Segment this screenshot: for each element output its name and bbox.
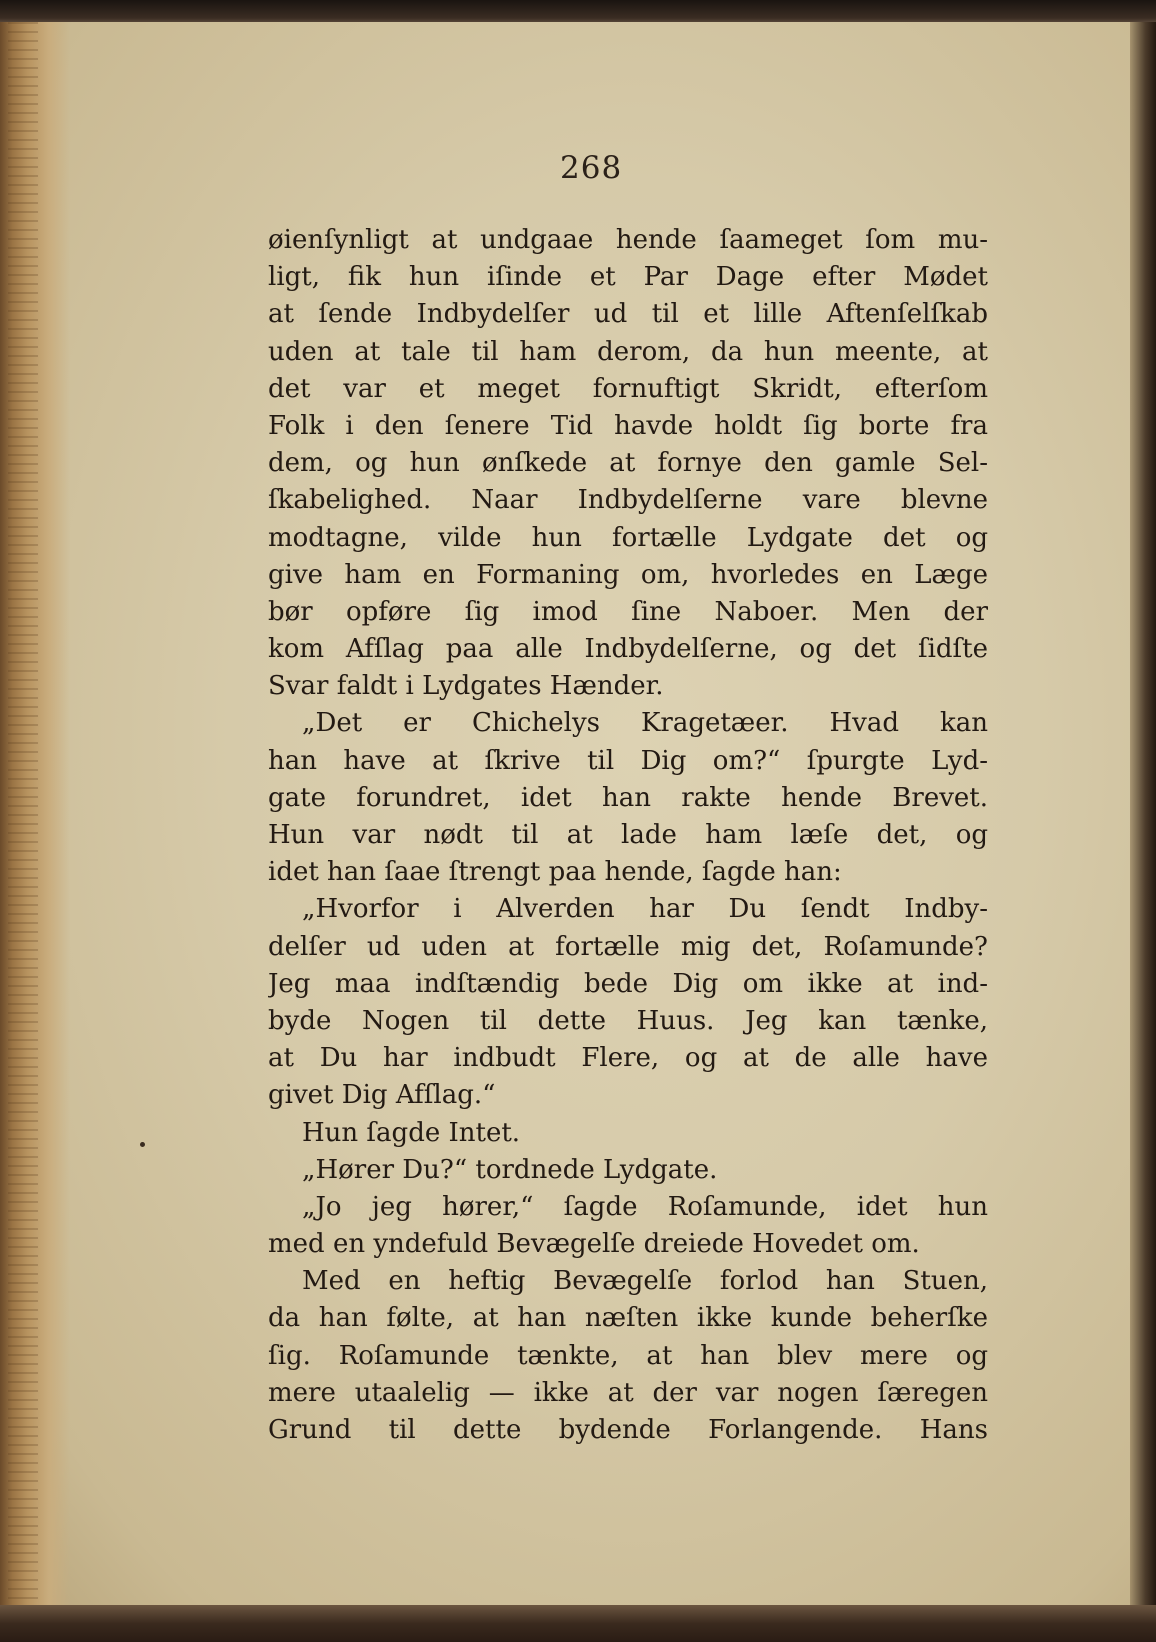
book-gutter	[0, 22, 70, 1612]
text-line: ligt, fik hun iſinde et Par Dage efter Mødet	[268, 262, 988, 293]
text-line: at Du har indbudt Flere, og at de alle have	[268, 1043, 988, 1074]
book-bottom-edge	[0, 1605, 1156, 1642]
text-line: byde Nogen til dette Huus. Jeg kan tænke,	[268, 1005, 988, 1036]
paper-speck	[140, 1142, 145, 1147]
text-line: han have at ſkrive til Dig om?“ ſpurgte Lyd-	[268, 745, 988, 776]
text-line: uden at tale til ham derom, da hun meente, at	[268, 336, 988, 367]
text-line: det var et meget fornuftigt Skridt, efterſom	[268, 373, 988, 404]
text-line: Hun ſagde Intet.	[302, 1117, 521, 1148]
text-line: Jeg maa indſtændig bede Dig om ikke at ind-	[268, 968, 988, 999]
text-line: dem, og hun ønſkede at fornye den gamle Sel-	[268, 448, 988, 479]
text-line: „Hvorfor i Alverden har Du ſendt Indby-	[302, 894, 988, 925]
text-line: „Jo jeg hører,“ ſagde Roſamunde, idet hun	[302, 1191, 988, 1222]
text-line: give ham en Formaning om, hvorledes en Læge	[268, 559, 988, 590]
text-line: gate forundret, idet han rakte hende Brevet.	[268, 782, 988, 813]
page-number: 268	[560, 150, 623, 186]
text-line: „Hører Du?“ tordnede Lydgate.	[302, 1154, 718, 1185]
text-line: med en yndefuld Bevægelſe dreiede Hovedet om.	[268, 1229, 920, 1260]
text-line: mere utaalelig — ikke at der var nogen ſæregen	[268, 1377, 988, 1408]
text-line: da han følte, at han næſten ikke kunde beherſke	[268, 1303, 988, 1334]
text-line: „Det er Chichelys Kragetæer. Hvad kan	[302, 708, 988, 739]
text-line: Hun var nødt til at lade ham læſe det, og	[268, 820, 988, 850]
book-right-edge	[1130, 22, 1156, 1612]
text-line: delſer ud uden at fortælle mig det, Roſamunde?	[268, 931, 988, 962]
text-line: idet han ſaae ſtrengt paa hende, ſagde han:	[268, 857, 842, 888]
text-line: Svar faldt i Lydgates Hænder.	[268, 671, 664, 702]
text-line: givet Dig Afſlag.“	[268, 1080, 496, 1111]
text-line: modtagne, vilde hun fortælle Lydgate det og	[268, 522, 988, 553]
text-line: Med en heftig Bevægelſe forlod han Stuen,	[302, 1266, 988, 1297]
text-line: Folk i den ſenere Tid havde holdt ſig borte fra	[268, 410, 988, 441]
text-line: kom Afſlag paa alle Indbydelſerne, og det ſidſte	[268, 634, 988, 665]
text-line: Grund til dette bydende Forlangende. Hans	[268, 1415, 988, 1445]
text-line: ſkabelighed. Naar Indbydelſerne vare blevne	[268, 485, 988, 516]
text-line: at ſende Indbydelſer ud til et lille Aftenſelſkab	[268, 299, 988, 330]
text-line: øienſynligt at undgaae hende ſaameget ſom mu-	[268, 225, 988, 255]
text-line: ſig. Roſamunde tænkte, at han blev mere og	[268, 1340, 988, 1371]
body-text	[268, 222, 988, 1449]
text-line: bør opføre ſig imod ſine Naboer. Men der	[268, 596, 988, 627]
